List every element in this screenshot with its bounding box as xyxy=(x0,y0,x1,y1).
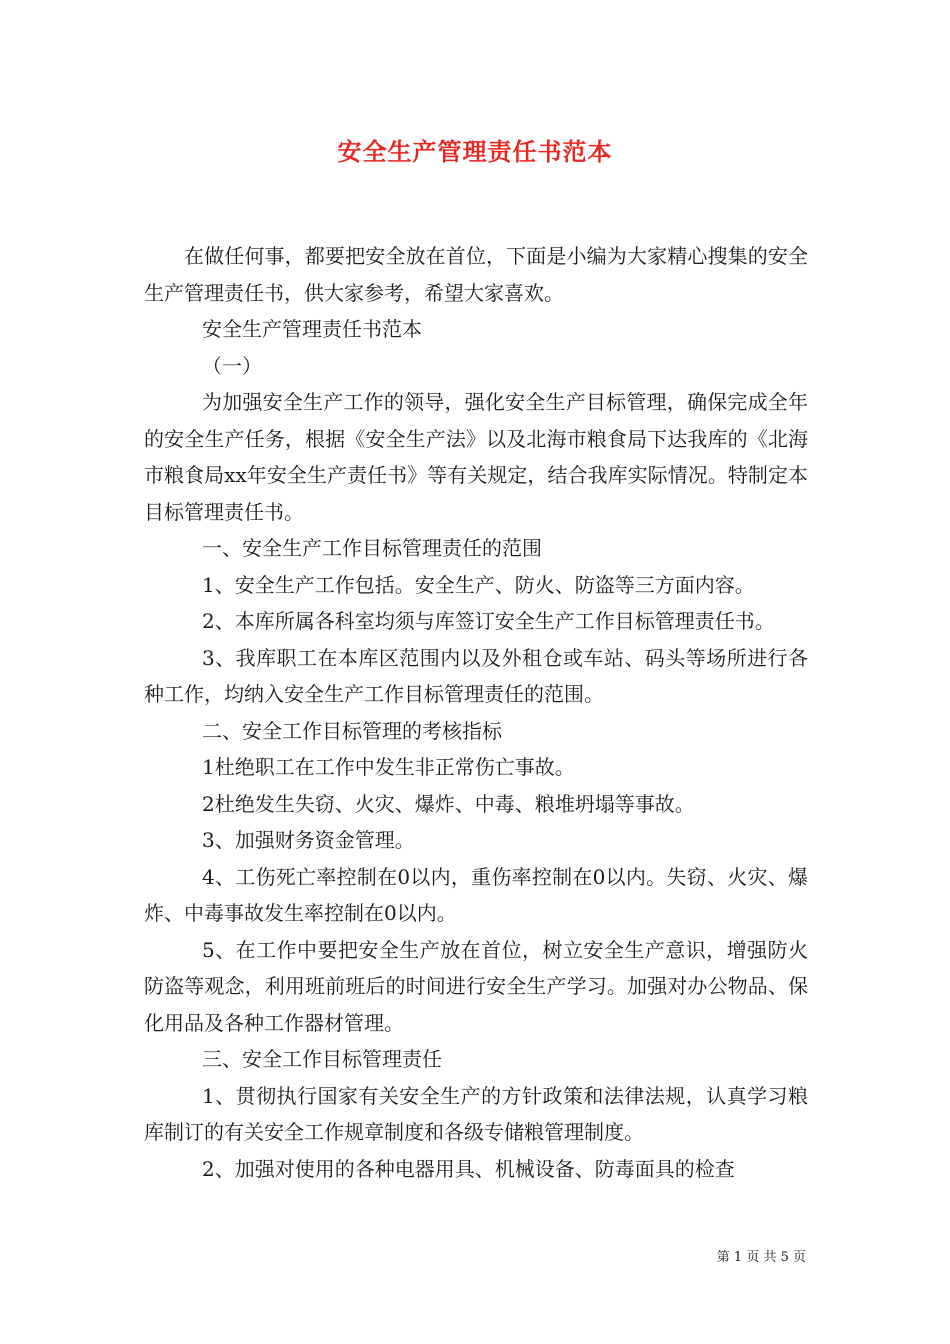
document-title: 安全生产管理责任书范本 xyxy=(337,137,613,166)
heading-responsibility: 三、安全工作目标管理责任 xyxy=(202,1047,442,1071)
indicator-item-2: 2杜绝发生失窃、火灾、爆炸、中毒、粮堆坍塌等事故。 xyxy=(202,791,695,816)
scope-item-3: 3、我库职工在本库区范围内以及外租仓或车站、码头等场所进行各种工作，均纳入安全生产工作目标管理责任的范围。 xyxy=(144,645,808,706)
heading-scope: 一、安全生产工作目标管理责任的范围 xyxy=(202,536,542,560)
page-number: 第 1 页 共 5 页 xyxy=(716,1250,806,1265)
indicator-item-4: 4、工伤死亡率控制在0以内，重伤率控制在0以内。失窃、火灾、爆炸、中毒事故发生率控制在0以内。 xyxy=(144,864,808,925)
scope-item-2: 2、本库所属各科室均须与库签订安全生产工作目标管理责任书。 xyxy=(202,609,775,633)
scope-item-1: 1、安全生产工作包括。安全生产、防火、防盗等三方面内容。 xyxy=(202,572,755,597)
heading-indicators: 二、安全工作目标管理的考核指标 xyxy=(202,718,502,743)
indicator-item-3: 3、加强财务资金管理。 xyxy=(202,828,415,852)
subtitle-line: 安全生产管理责任书范本 xyxy=(202,317,422,341)
indicator-item-1: 1杜绝职工在工作中发生非正常伤亡事故。 xyxy=(202,755,575,779)
responsibility-item-1: 1、贯彻执行国家有关安全生产的方针政策和法律法规，认真学习粮库制订的有关安全工作规章制度和各级专储粮管理制度。 xyxy=(144,1083,808,1144)
responsibility-item-2: 2、加强对使用的各种电器用具、机械设备、防毒面具的检查 xyxy=(202,1156,735,1181)
document-body xyxy=(144,238,808,1187)
indicator-item-5: 5、在工作中要把安全生产放在首位，树立安全生产意识，增强防火防盗等观念，利用班前班后的时间进行安全生产学习。加强对办公物品、保化用品及各种工作器材管理。 xyxy=(144,937,808,1035)
intro-paragraph: 在做任何事，都要把安全放在首位，下面是小编为大家精心搜集的安全生产管理责任书，供大家参考，希望大家喜欢。 xyxy=(144,244,808,305)
section-number: （一） xyxy=(202,353,262,378)
preamble-paragraph: 为加强安全生产工作的领导，强化安全生产目标管理，确保完成全年的安全生产任务，根据《安全生产法》以及北海市粮食局下达我库的《北海市粮食局xx年安全生产责任书》等有关规定，结合我库实际情况。特制定本目标管理责任书。 xyxy=(144,390,808,524)
